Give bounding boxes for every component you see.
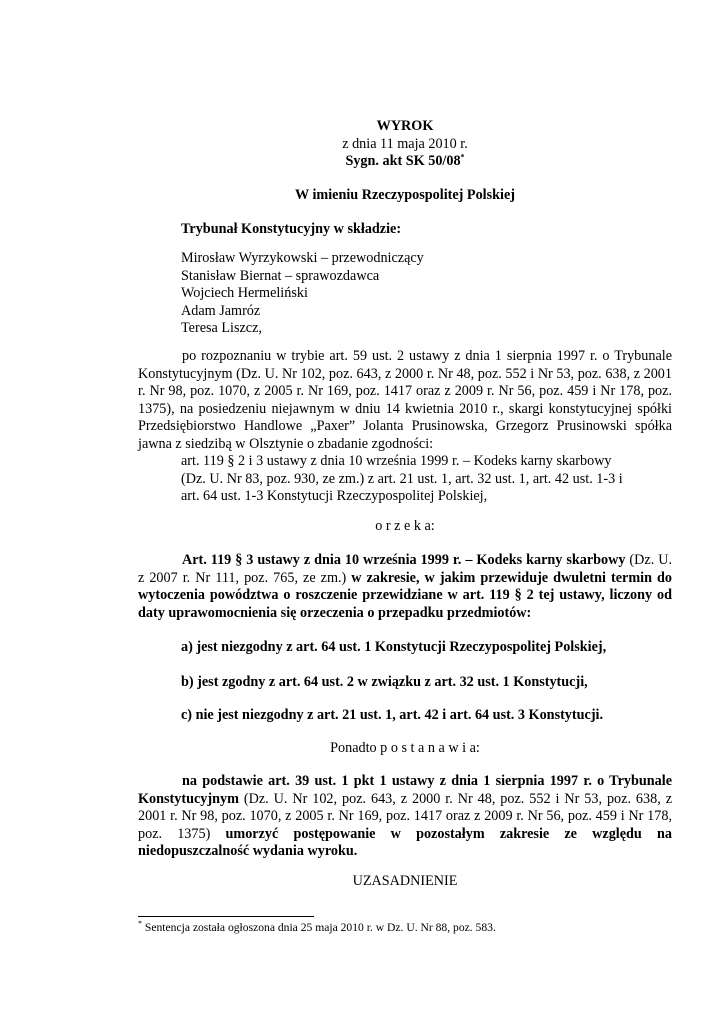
- decision-basis-bold: na podstawie art. 39 ust. 1 pkt 1 ustawy z dnia 1 sierpnia 1997 r. o Trybunale Konstytucyjnym: [138, 773, 672, 807]
- invocation-heading: W imieniu Rzeczypospolitej Polskiej: [294, 187, 516, 203]
- ruling-intro-paragraph: [138, 552, 672, 622]
- judge-name: Teresa Liszcz,: [181, 320, 262, 337]
- ruling-point-c: c) nie jest niezgodny z art. 21 ust. 1, art. 42 i art. 64 ust. 3 Konstytucji.: [181, 707, 604, 723]
- ruling-heading: o r z e k a:: [375, 518, 435, 534]
- judge-name: Adam Jamróz: [181, 302, 261, 319]
- footnote-text: Sentencja została ogłoszona dnia 25 maja 2010 r. w Dz. U. Nr 88, poz. 583.: [142, 921, 496, 934]
- ruling-intro-scope: w zakresie, w jakim przewiduje dwuletni termin do wytoczenia powództwa o roszczenie przewidziane w art. 119 § 2 tej ustawy, liczony od daty uprawomocnienia się orzeczenia o przepadku przedmiotów:: [138, 569, 672, 621]
- decision-citation: (Dz. U. Nr 102, poz. 643, z 2000 r. Nr 48, poz. 552 i Nr 53, poz. 638, z 2001 r. Nr 98, poz. 1070, z 2005 r. Nr 169, poz. 1417 oraz z 2009 r. Nr 56, poz. 459 i Nr 178, poz. 1375): [138, 790, 672, 842]
- document-title: WYROK: [376, 118, 434, 134]
- case-signature-text: Sygn. akt SK 50/08: [345, 153, 461, 169]
- footnote-mark: *: [138, 919, 142, 929]
- decision-heading: Ponadto p o s t a n a w i a:: [330, 740, 480, 756]
- decision-paragraph: [138, 773, 672, 861]
- judge-name: Mirosław Wyrzykowski – przewodniczący: [181, 250, 424, 266]
- ruling-intro-bold: Art. 119 § 3 ustawy z dnia 10 września 1999 r. – Kodeks karny skarbowy: [182, 552, 626, 568]
- footnote-reference: *: [460, 152, 465, 162]
- subject-line: (Dz. U. Nr 83, poz. 930, ze zm.) z art. 21 ust. 1, art. 32 ust. 1, art. 42 ust. 1-3 i: [181, 470, 623, 487]
- case-signature: [138, 153, 672, 171]
- judge-name: Stanisław Biernat – sprawozdawca: [181, 267, 380, 284]
- justification-heading: UZASADNIENIE: [352, 873, 458, 889]
- ruling-point-b: b) jest zgodny z art. 64 ust. 2 w związku z art. 32 ust. 1 Konstytucji,: [181, 674, 588, 690]
- subject-line: art. 64 ust. 1-3 Konstytucji Rzeczypospolitej Polskiej,: [181, 488, 488, 505]
- ruling-point-a: a) jest niezgodny z art. 64 ust. 1 Konstytucji Rzeczypospolitej Polskiej,: [181, 639, 607, 655]
- footnote: [138, 921, 672, 935]
- subject-of-review: [181, 453, 651, 506]
- ruling-intro-citation: (Dz. U. z 2007 r. Nr 111, poz. 765, ze zm.): [138, 552, 672, 586]
- subject-line: art. 119 § 2 i 3 ustawy z dnia 10 września 1999 r. – Kodeks karny skarbowy: [181, 453, 612, 469]
- judgment-date: z dnia 11 maja 2010 r.: [342, 136, 468, 152]
- judges-list: [181, 250, 631, 338]
- procedure-paragraph: po rozpoznaniu w trybie art. 59 ust. 2 ustawy z dnia 1 sierpnia 1997 r. o Trybunale Konstytucyjnym (Dz. U. Nr 102, poz. 643, z 2000 r. Nr 48, poz. 552 i Nr 53, poz. 638, z 2001 r. Nr 98, poz. 1070, z 2005 r. Nr 169, poz. 1417 oraz z 2009 r. Nr 56, poz. 459 i Nr 178, poz. 1375), na posiedzeniu niejawnym w dniu 14 kwietnia 2010 r., skargi konstytucyjnej spółki Przedsiębiorstwo Handlowe „Paxer” Jolanta Prusinowska, Grzegorz Prusinowski spółka jawna z siedzibą w Olsztynie o zbadanie zgodności:: [138, 348, 672, 452]
- judge-name: Wojciech Hermeliński: [181, 285, 308, 302]
- composition-heading: Trybunał Konstytucyjny w składzie:: [181, 221, 402, 237]
- footnote-divider: [138, 916, 314, 917]
- decision-discontinuation: umorzyć postępowanie w pozostałym zakresie ze względu na niedopuszczalność wydania wyroku.: [138, 825, 672, 860]
